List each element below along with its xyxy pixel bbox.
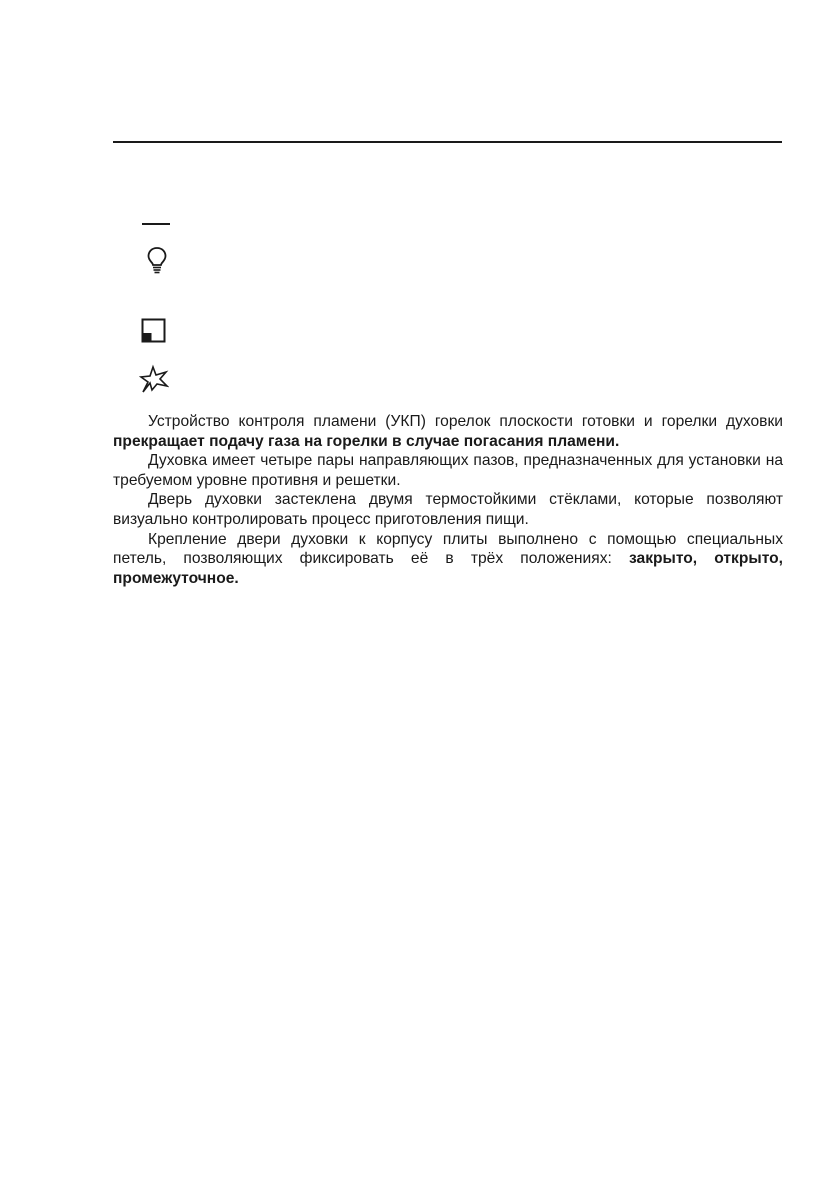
paragraph-oven-door-glass: Дверь духовки застеклена двумя термостойкими стёклами, которые позволяют визуально контролировать процесс приготовления пищи. [113,491,783,528]
paragraph-flame-control: Устройство контроля пламени (УКП) горелок плоскости готовки и горелки духовки прекращает подачу газа на горелки в случае погасания пламени. [113,413,783,450]
paragraph-oven-guides: Духовка имеет четыре пары направляющих пазов, предназначенных для установки на требуемом уровне противня и решетки. [113,452,783,489]
spark-ignition-icon [139,364,169,394]
paragraph-door-hinges: Крепление двери духовки к корпусу плиты выполнено с помощью специальных петель, позволяющих фиксировать её в трёх положениях: закрыто, открыто, промежуточное. [113,530,783,587]
header-rule [113,141,782,143]
lamp-bulb-icon [146,246,168,274]
square-corner-icon [141,318,167,344]
minus-dash-icon [139,221,173,227]
body-text [113,412,783,588]
